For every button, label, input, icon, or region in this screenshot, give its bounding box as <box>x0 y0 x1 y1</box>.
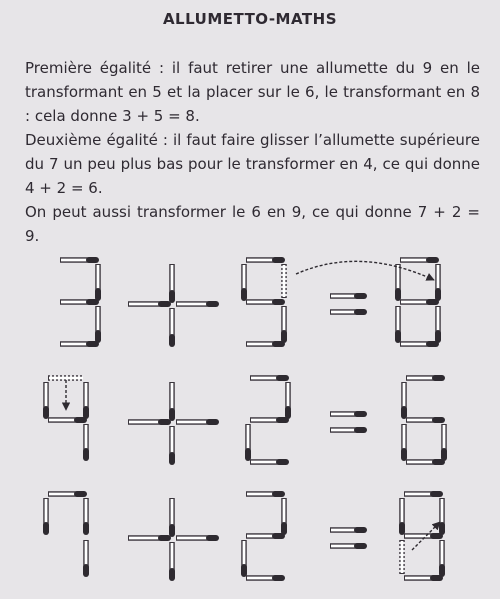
paragraph-alternative: On peut aussi transformer le 6 en 9, ce qui donne 7 + 2 = 9. <box>25 203 480 245</box>
paragraph-second-equality: Deuxième égalité : il faut faire glisser l’allumette supérieure du 7 un peu plus bas pour le transformer en 4, ce qui donne 4 + 2 = 6. <box>25 131 480 197</box>
paragraph-first-equality: Première égalité : il faut retirer une allumette du 9 en le transformant en 5 et la placer sur le 6, le transformant en 8 : cela donne 3 + 5 = 8. <box>25 59 480 125</box>
matchstick-puzzles <box>0 240 500 599</box>
page-title: ALLUMETTO-MATHS <box>162 10 338 28</box>
row1-move-arrow <box>296 261 434 280</box>
